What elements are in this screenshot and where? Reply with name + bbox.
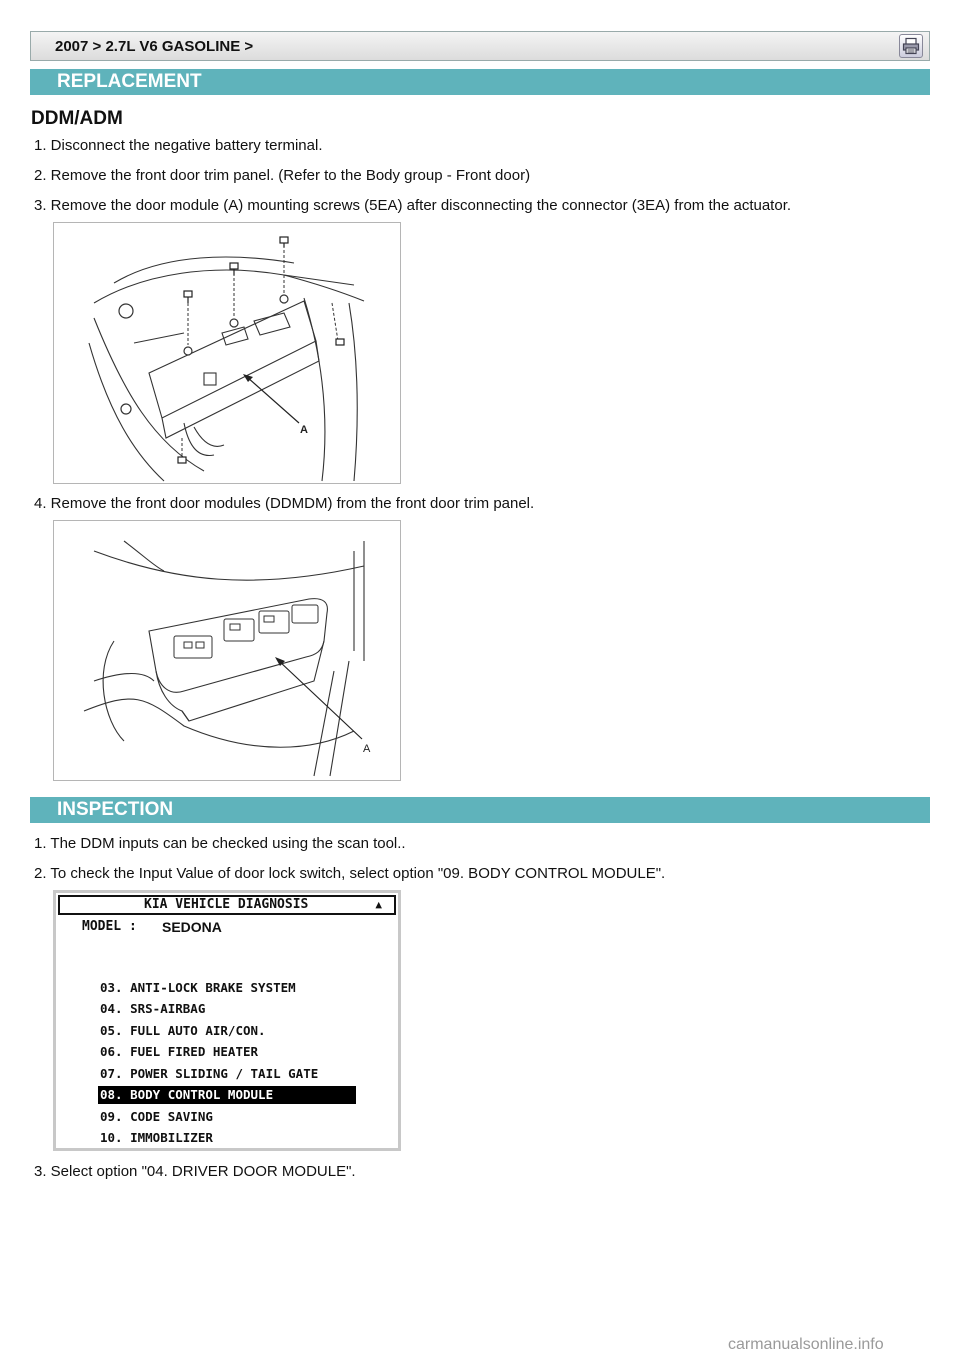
scan-menu-item[interactable]: 06. FUEL FIRED HEATER — [100, 1044, 259, 1059]
breadcrumb-bar — [30, 31, 930, 61]
scan-menu-item[interactable]: 03. ANTI-LOCK BRAKE SYSTEM — [100, 980, 296, 995]
replacement-step: 3. Remove the door module (A) mounting screws (5EA) after disconnecting the connector (3EA) from the actuator. — [34, 197, 792, 214]
section-header-replacement: REPLACEMENT — [30, 69, 930, 95]
scan-menu-item[interactable]: 09. CODE SAVING — [100, 1109, 213, 1124]
scan-menu-item[interactable]: 07. POWER SLIDING / TAIL GATE — [100, 1066, 319, 1081]
inspection-step: 2. To check the Input Value of door lock switch, select option "09. BODY CONTROL MODULE". — [34, 865, 666, 882]
model-label: MODEL : — [82, 919, 137, 934]
scan-tool-screen — [53, 890, 401, 1151]
scan-menu-item[interactable]: 05. FULL AUTO AIR/CON. — [100, 1023, 266, 1038]
printer-icon — [902, 37, 920, 55]
print-button[interactable] — [899, 34, 923, 58]
replacement-step: 2. Remove the front door trim panel. (Refer to the Body group - Front door) — [34, 167, 531, 184]
figure-label: A — [363, 743, 371, 755]
scroll-up-icon[interactable]: ▲ — [375, 898, 382, 911]
model-value: SEDONA — [162, 919, 222, 935]
scan-tool-title: KIA VEHICLE DIAGNOSIS — [144, 897, 309, 912]
scan-menu-item[interactable]: 10. IMMOBILIZER — [100, 1130, 213, 1145]
figure-door-trim-panel — [53, 520, 401, 781]
figure-label: A — [300, 424, 308, 436]
scan-tool-header — [58, 895, 396, 915]
section-header-inspection: INSPECTION — [30, 797, 930, 823]
figure-door-module-screws — [53, 222, 401, 484]
inspection-step: 3. Select option "04. DRIVER DOOR MODULE". — [34, 1163, 356, 1180]
scan-menu-item[interactable]: 04. SRS-AIRBAG — [100, 1001, 206, 1016]
scan-menu-item-selected[interactable]: 08. BODY CONTROL MODULE — [98, 1086, 356, 1104]
inspection-step: 1. The DDM inputs can be checked using the scan tool.. — [34, 835, 406, 852]
replacement-step: 1. Disconnect the negative battery terminal. — [34, 137, 323, 154]
breadcrumb[interactable]: 2007 > 2.7L V6 GASOLINE > — [55, 38, 254, 55]
replacement-step: 4. Remove the front door modules (DDMDM) from the front door trim panel. — [34, 495, 535, 512]
watermark: carmanualsonline.info — [728, 1336, 884, 1353]
subtitle: DDM/ADM — [31, 108, 123, 129]
